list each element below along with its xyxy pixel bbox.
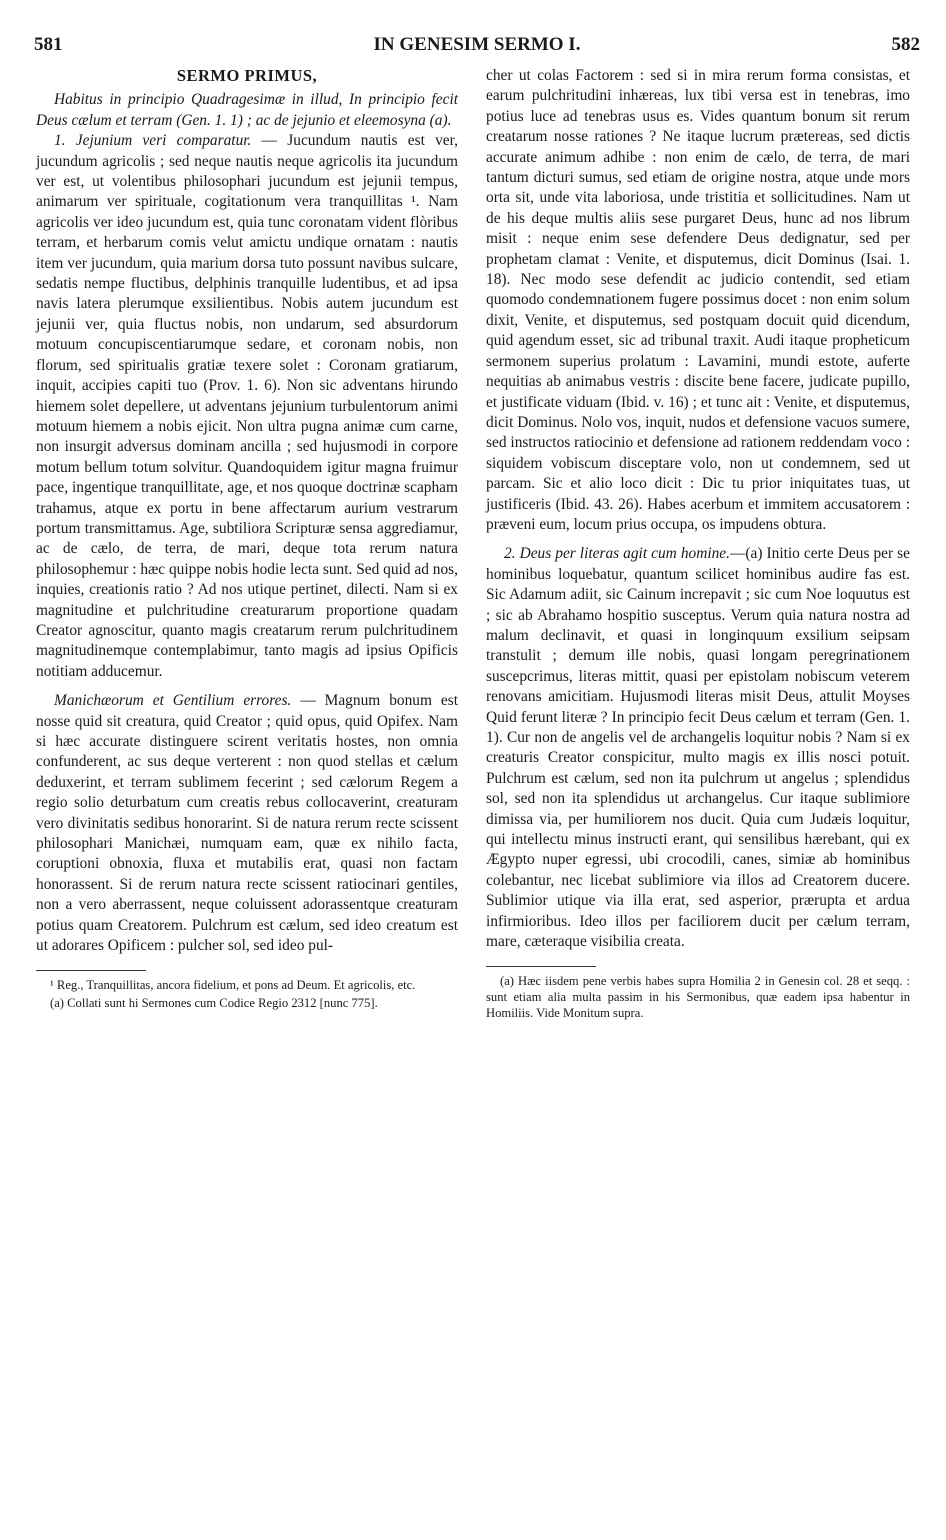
running-header bbox=[34, 34, 920, 60]
left-column bbox=[36, 66, 458, 1013]
page-number-left: 581 bbox=[34, 34, 63, 55]
running-title: IN GENESIM SERMO I. bbox=[373, 34, 581, 55]
paragraph-3 bbox=[486, 544, 910, 952]
section-heading-3: 2. Deus per literas agit cum homine. bbox=[504, 545, 730, 563]
section-heading-2: Manichæorum et Gentilium errores. bbox=[54, 692, 292, 710]
paragraph-continued: cher ut colas Factorem : sed si in mira rerum forma consistas, et earum pulchritudini inhæreas, lux tibi versa est in tenebras, imo potius luce ad tenebras usus es. Vides quantum bonum sit rerum creatarum nosse rationes ? Ne itaque lucrum prætereas, sed dictis accurate animum adhibe : non enim de cælo, de terra, de mari tantum dicturi sumus, sed etiam de origine nostra, atque unde mors orta sit, unde vita laboriosa, unde tristitia et sollicitudines. Nam ut de his deque multis aliis sese purgaret Deus, hunc ad nos librum misit : neque enim sese defendere Deus dedignatur, sed per prophetam clamat : Venite, et disputemus, dicit Dominus (Isai. 1. 18). Nec modo sese defendit ac judicio contendit, sed etiam quomodo condemnationem fugere possimus docet : non enim solum dixit, Venite, et disputemus, sed postquam docuit quid dicendum, quid agendum esset, sic ad tribunal traxit. Audi itaque propheticum sermonem superius prolatum : Lavamini, mundi estote, auferte nequitias ab animabus vestris : discite bene facere, judicate pupillo, et justificate viduam (Ibid. v. 16) ; et tunc ait : Venite, et disputemus, dicit Dominus. Nolo vos, inquit, nudos et defensione vacuos sumere, sed instructos ratiocinio et defensione ad rationem reddendam voco : siquidem vobiscum disceptare volo, non ut condemnem, sed ut parcam. Sic et alio loco dicit : Dic tu prior iniquitates tuas, ut justificeris (Ibid. 43. 26). Habes acerbum et immitem accusatorem : præveni eum, locum prius occupa, os impudens obtura. bbox=[486, 67, 910, 533]
paragraph-1 bbox=[36, 131, 458, 682]
paragraph-2 bbox=[36, 691, 458, 956]
paragraph-3-text: —(a) Initio certe Deus per se hominibus loquebatur, quantum scilicet hominibus audire fas est. Sic Adamum adiit, sic Cainum increpavit ; sic cum Noe loquutus est ; sic ab Abrahamo hospitio susceptus. Verum quia natura nostra ad malum declinavit, et quasi in longinquum exsilium seipsam transtulit ; demum ille nobis, quasi longam peregrinationem suscepcrimus, literas mittit, quasi per epistolam nobiscum veterem renovans amicitiam. Hujusmodi literas misit Deus, attulit Moyses Quid ferunt literæ ? In principio fecit Deus cælum et terram (Gen. 1. 1). Cur non de angelis vel de archangelis loquitur nobis ? Nam si ex creaturis Creator conspicitur, multo magis ex illis nosci potuit. Pulchrum est cælum, sed non ita pulchrum ut angelus ; splendidus sol, sed non ita splendidus ut archangelus. Cur itaque sublimiore dimissa via, per humiliorem nos ducit. Quia cum Judæis loquitur, qui intellectu minus instructi erant, qui sensilibus hærebant, qui ex Ægypto nuper egressi, ubi crocodili, canes, simiæ ab hominibus colebantur, nec licebat sublimiore via illos ad Creatorem ducere. Sublimior utique via illa erat, sed asperior, prærupta et ardua infirmioribus. Ideo illos per faciliorem ducit per cælum terram, mare, cæteraque visibilia creata. bbox=[486, 545, 910, 951]
footnote-divider-right bbox=[486, 966, 596, 967]
footnote-1: ¹ Reg., Tranquillitas, ancora fidelium, et pons ad Deum. Et agricolis, etc. bbox=[50, 978, 416, 993]
paragraph-1-text: — Jucundum nautis est ver, jucundum agricolis ; sed neque nautis neque agricolis ita jucundum ver est, ut volentibus philosophari jucundum est jejunii tempus, animarum ver spirituale, cogitationum vera tranquillitas ¹. Nam agricolis ver ideo jucundum est, quia tunc coronatam vident flòribus terram, et herbarum comis velut amictu undique ornatam : nautis item ver jucundum, quia marium dorsa tuto possunt navibus sulcare, sedatis nempe fluctibus, delphinis tranquille ludentibus, et ad ipsa navis latera plerumque exsilientibus. Nobis autem jucundum est jejunii ver, quia fluctus nobis, non undarum, sed absurdorum motuum concupiscentiarumque sedare, et coronam nobis, non florum, sed spiritualis gratiæ texere solet : Coronam gratiarum, inquit, accipies capiti tuo (Prov. 1. 6). Non sic adventans hirundo hiemem solet depellere, ut adventans jejunium turbulentorum animi motuum hiemem a nobis ejicit. Non ultra pugna animæ cum carne, non insurgit adversus dominam ancilla ; sed hujusmodi in corpore motum bellum totum solvitur. Quandoquidem igitur magna fruimur pace, ingentique tranquillitate, age, et nos quoque doctrinæ scapham trahamus, atque ex portu in bene affectarum aurium vestrarum portum transmittamus. Age, subtiliora Scripturæ sensa aggrediamur, ac de cælo, de terra, de mari, deque tota rerum natura philosophemur : hæc quippe nobis hodie lecta sunt. Sed quid ad nos, inquies, creationis ratio ? Ad nos utique pertinet, dilecti. Nam si ex magnitudine et pulchritudine creaturarum proportione quadam Creator agnoscitur, quanto magis creatarum rerum pulchritudinem magnitudinemque contemplabimur, tanto magis ad ipsius Opificis notitiam adducemur. bbox=[36, 132, 458, 680]
sermon-subtitle: Habitus in principio Quadragesimæ in illud, In principio fecit Deus cælum et terram (Gen. 1. 1) ; ac de jejunio et eleemosyna (a). bbox=[36, 91, 458, 129]
footnote-a-left: (a) Collati sunt hi Sermones cum Codice Regio 2312 [nunc 775]. bbox=[50, 996, 378, 1011]
paragraph-2-text: — Magnum bonum est nosse quid sit creatura, quid Creator ; quid opus, quid Opifex. Nam si hæc accurate distinguere scirent veritatis hostes, non omnia confunderent, ac sus deque verterent : non quod stellas et cælum deduxerint, et terram sublimem fecerint ; sed cælorum Regem a regio solio deturbatum cum creatis rebus collocaverint, creaturam vero divinitatis sedibus honorarint. Si de natura rerum recte scissent philosophari Manichæi, numquam eam, quæ ex nihilo facta, coruptioni obnoxia, fluxa et mutabilis erat, quasi non factam honorassent. Si de rerum natura recte scissent ratiocinari gentiles, non a vero aberrassent, neque coluissent adorassentque creaturam potius quam Creatorem. Pulchrum est cælum, sed ideo creatum est ut adorares Opificem : pulcher sol, sed ideo pul- bbox=[36, 692, 459, 955]
section-heading-1: 1. Jejunium veri comparatur. bbox=[54, 132, 252, 150]
sermon-title: SERMO PRIMUS, bbox=[176, 66, 318, 85]
left-footnotes bbox=[36, 977, 458, 1011]
right-footnotes bbox=[486, 973, 910, 1021]
footnote-a-right: (a) Hæc iisdem pene verbis habes supra Homilia 2 in Genesin col. 28 et seqq. : sunt etiam alia multa passim in his Sermonibus, quæ eadem ipsa habentur in Homiliis. Vide Monitum supra. bbox=[486, 974, 910, 1021]
right-column bbox=[486, 66, 910, 1023]
footnote-divider bbox=[36, 970, 146, 971]
page-number-right: 582 bbox=[891, 34, 920, 55]
